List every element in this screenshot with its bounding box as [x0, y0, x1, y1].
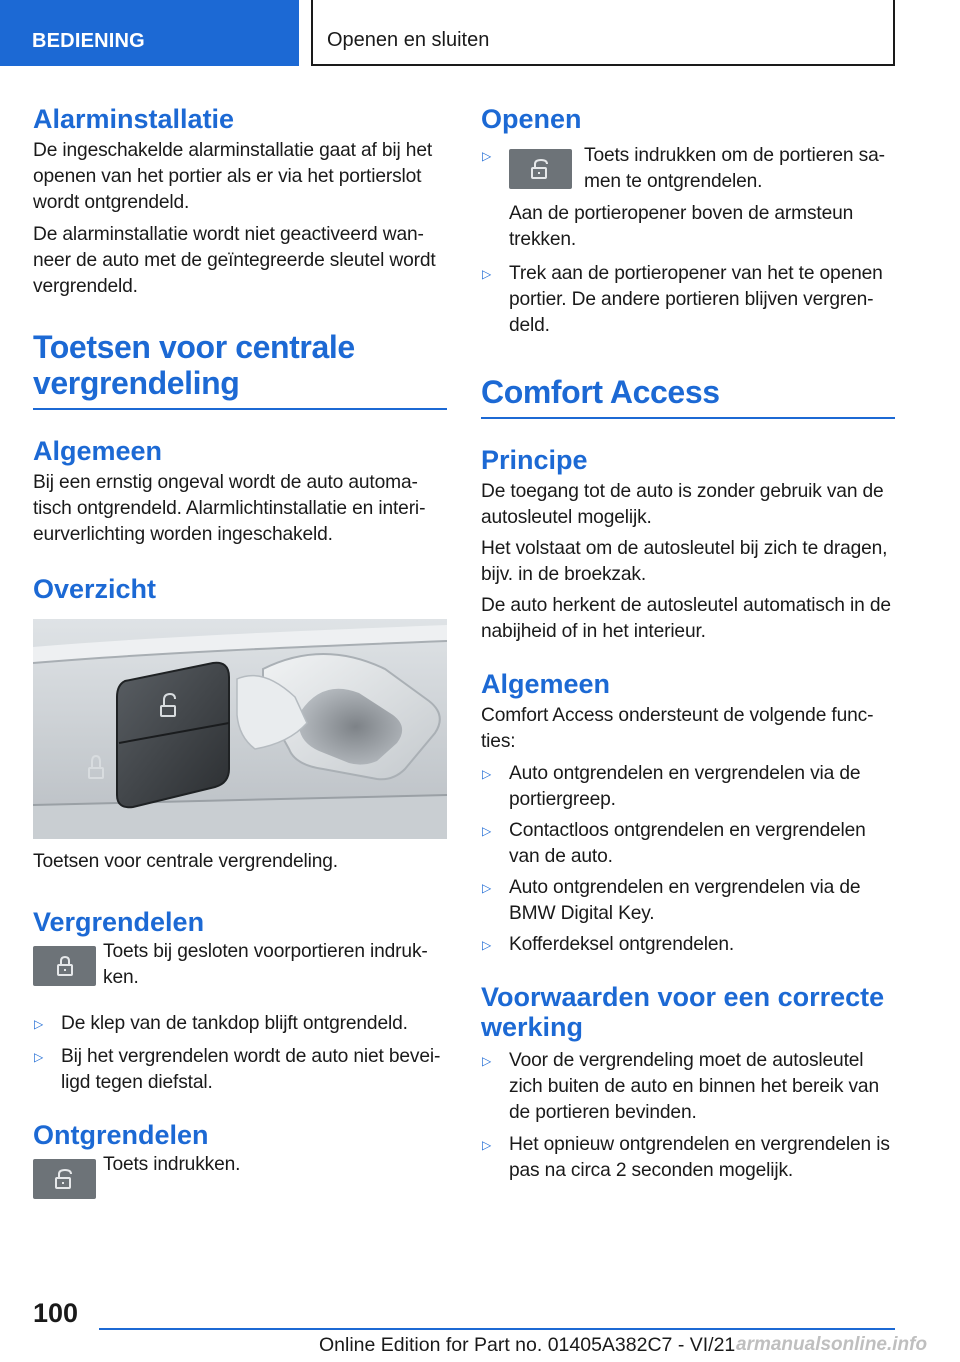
lock-button-image: [33, 946, 96, 986]
principle-paragraph-3: De auto herkent de autosleutel automatisch in de nabijheid of in het interieur.: [481, 595, 891, 642]
right-column: [481, 100, 895, 1184]
conditions-list: [481, 1048, 895, 1184]
triangle-right-outline-icon: ▷: [482, 149, 492, 163]
triangle-right-outline-icon: ▷: [482, 767, 492, 781]
triangle-right-outline-icon: ▷: [482, 1054, 492, 1068]
section-tab: [0, 0, 299, 66]
unlock-button-image: [33, 1159, 96, 1199]
section-label: BEDIENING: [32, 30, 145, 52]
triangle-right-outline-icon: ▷: [482, 938, 492, 952]
page-number: 100: [33, 1298, 79, 1328]
principle-heading: Principe: [481, 445, 588, 475]
unlock-instruction: Toets indrukken.: [103, 1154, 241, 1175]
open-instruction: Toets indrukken om de portieren samen te ontgrendelen.: [584, 145, 885, 192]
list-item: ▷ Het opnieuw ontgrendelen en vergrendelen is pas na circa 2 seconden mogelijk.: [482, 1134, 890, 1181]
conditions-heading: Voorwaarden voor een correcte werking: [481, 982, 885, 1042]
triangle-right-outline-icon: ▷: [34, 1017, 44, 1031]
triangle-right-outline-icon: ▷: [482, 1138, 492, 1152]
list-item: ▷ Bij het vergrendelen wordt de auto niet beveiligd tegen diefstal.: [34, 1046, 441, 1093]
unlock-heading: Ontgrendelen: [33, 1120, 209, 1150]
triangle-right-outline-icon: ▷: [482, 267, 492, 281]
alarm-paragraph-2: De alarminstallatie wordt niet geactiveerd wanneer de auto met de geïntegreerde sleutel wordt vergrendeld.: [33, 224, 436, 297]
edition-label: Online Edition for Part no. 01405A382C7 - VI/21: [319, 1334, 736, 1356]
comfort-general-paragraph: Comfort Access ondersteunt de volgende functies:: [481, 705, 874, 752]
list-item: ▷ Auto ontgrendelen en vergrendelen via de BMW Digital Key.: [482, 877, 861, 924]
open-list: [481, 143, 895, 339]
lock-key-row: [33, 938, 447, 991]
open-key-row: [509, 143, 895, 195]
triangle-right-outline-icon: ▷: [482, 824, 492, 838]
principle-paragraph-2: Het volstaat om de autosleutel bij zich te dragen, bijv. in de broekzak.: [481, 538, 888, 585]
lock-bullet-list: [33, 1011, 447, 1096]
list-item: ▷ Auto ontgrendelen en vergrendelen via de portiergreep.: [482, 763, 861, 810]
list-item: ▷ Kofferdeksel ontgrendelen.: [481, 932, 895, 958]
list-item: [481, 143, 895, 253]
footer-divider: [99, 1328, 895, 1330]
alarm-paragraph-1: De ingeschakelde alarminstallatie gaat af bij het openen van het portier als er via het portierslot wordt ontgrendeld.: [33, 140, 433, 213]
list-item: ▷ Trek aan de portieropener van het te openen portier. De andere portieren blijven vergrendeld.: [482, 263, 883, 336]
lock-instruction: Toets bij gesloten voorportieren indrukken.: [103, 941, 428, 988]
comfort-access-heading: Comfort Access: [481, 374, 895, 419]
triangle-right-outline-icon: ▷: [482, 881, 492, 895]
lock-heading: Vergrendelen: [33, 907, 205, 937]
chapter-label: Openen en sluiten: [327, 29, 490, 51]
triangle-right-outline-icon: ▷: [34, 1050, 44, 1064]
functions-list: [481, 761, 895, 958]
padlock-open-icon: [529, 158, 553, 180]
left-column: [33, 100, 447, 1199]
padlock-open-icon: [53, 1168, 77, 1190]
general-paragraph: Bij een ernstig ongeval wordt de auto automatisch ontgrendeld. Alarmlichtinstallatie en interieurverlichting worden ingeschakeld.: [33, 472, 426, 545]
alarm-heading: Alarminstallatie: [33, 104, 235, 134]
general-heading: Algemeen: [33, 436, 163, 466]
open-heading: Openen: [481, 104, 582, 134]
central-locking-heading: Toetsen voor centrale vergrendeling: [33, 329, 447, 410]
padlock-closed-icon: [54, 955, 76, 977]
list-item: ▷ Contactloos ontgrendelen en vergrendelen van de auto.: [482, 820, 866, 867]
overview-heading: Overzicht: [33, 574, 157, 604]
list-item: ▷ De klep van de tankdop blijft ontgrendeld.: [33, 1011, 447, 1037]
open-sub-instruction: Aan de portieropener boven de armsteun trekken.: [509, 203, 854, 250]
unlock-button-image: [509, 149, 572, 189]
chapter-header: [311, 0, 895, 66]
list-item: ▷ Voor de vergrendeling moet de autosleutel zich buiten de auto en binnen het bereik van de portieren bevinden.: [482, 1050, 879, 1123]
unlock-key-row: [33, 1151, 447, 1199]
photo-caption: Toetsen voor centrale vergrendeling.: [33, 851, 338, 872]
comfort-general-heading: Algemeen: [481, 669, 611, 699]
principle-paragraph-1: De toegang tot de auto is zonder gebruik van de autosleutel mogelijk.: [481, 481, 884, 528]
door-handle-photo: [33, 619, 447, 839]
watermark: armanualsonline.info: [736, 1334, 928, 1355]
